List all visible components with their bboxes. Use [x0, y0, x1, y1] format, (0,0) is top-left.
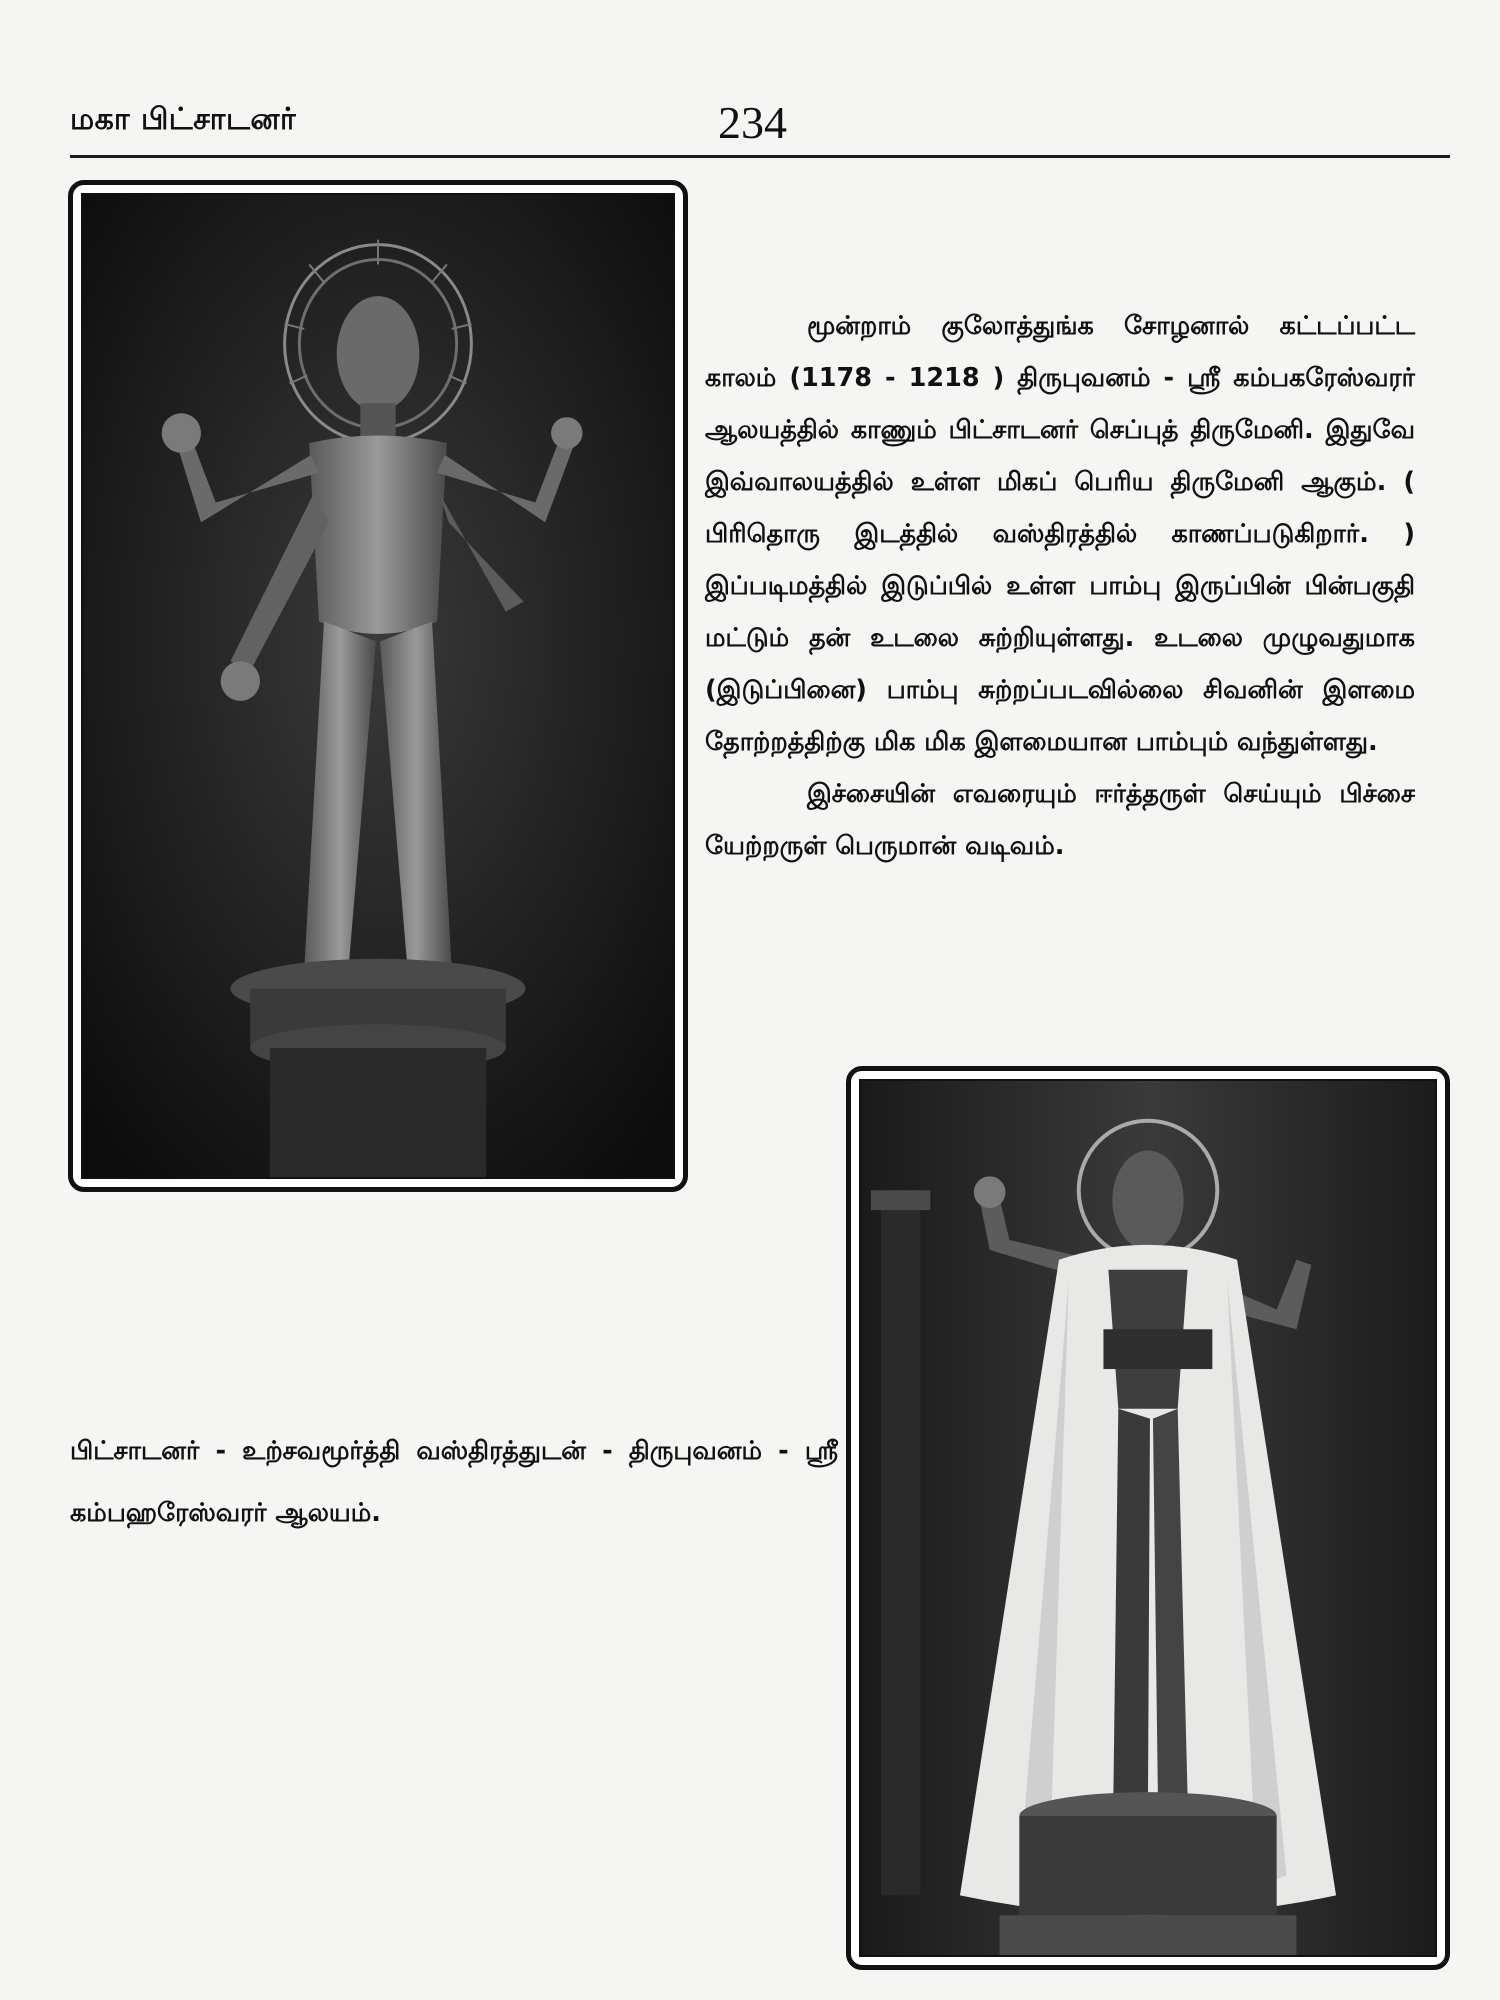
caption-text: பிட்சாடனர் - உற்சவமூர்த்தி வஸ்திரத்துடன் - திருபுவனம் - ஸ்ரீ கம்பஹரேஸ்வரர் ஆலயம். — [70, 1436, 838, 1528]
article-paragraph-1: மூன்றாம் குலோத்துங்க சோழனால் கட்டப்பட்ட காலம் (1178 - 1218 ) திருபுவனம் - ஸ்ரீ கம்பகரேஸ்வரர் ஆலயத்தில் காணும் பிட்சாடனர் செப்புத் திருமேனி. இதுவே இவ்வாலயத்தில் உள்ள மிகப் பெரிய திருமேனி ஆகும். ( பிரிதொரு இடத்தில் வஸ்திரத்தில் காணப்படுகிறார். ) இப்படிமத்தில் இடுப்பில் உள்ள பாம்பு இருப்பின் பின்பகுதி மட்டும் தன் உடலை சுற்றியுள்ளது. உடலை முழுவதுமாக (இடுப்பினை) பாம்பு சுற்றப்படவில்லை சிவனின் இளமை தோற்றத்திற்கு மிக மிக இளமையான பாம்பும் வந்துள்ளது. — [705, 311, 1415, 757]
bronze-statue-image — [83, 195, 673, 1177]
photo-inner-border — [859, 1079, 1437, 1957]
photo-caption — [70, 1420, 838, 1544]
header-rule — [70, 155, 1450, 158]
photo-inner-border — [81, 193, 675, 1179]
running-header-title: மகா பிட்சாடனர் — [70, 102, 297, 137]
page-number: 234 — [718, 97, 787, 148]
utsava-murti-photo — [846, 1066, 1450, 1970]
article-paragraph-2: இச்சையின் எவரையும் ஈர்த்தருள் செய்யும் பிச்சை யேற்றருள் பெருமான் வடிவம். — [705, 779, 1415, 861]
article-body — [705, 300, 1415, 872]
utsava-murti-image — [861, 1081, 1435, 1955]
bronze-statue-photo — [68, 180, 688, 1192]
